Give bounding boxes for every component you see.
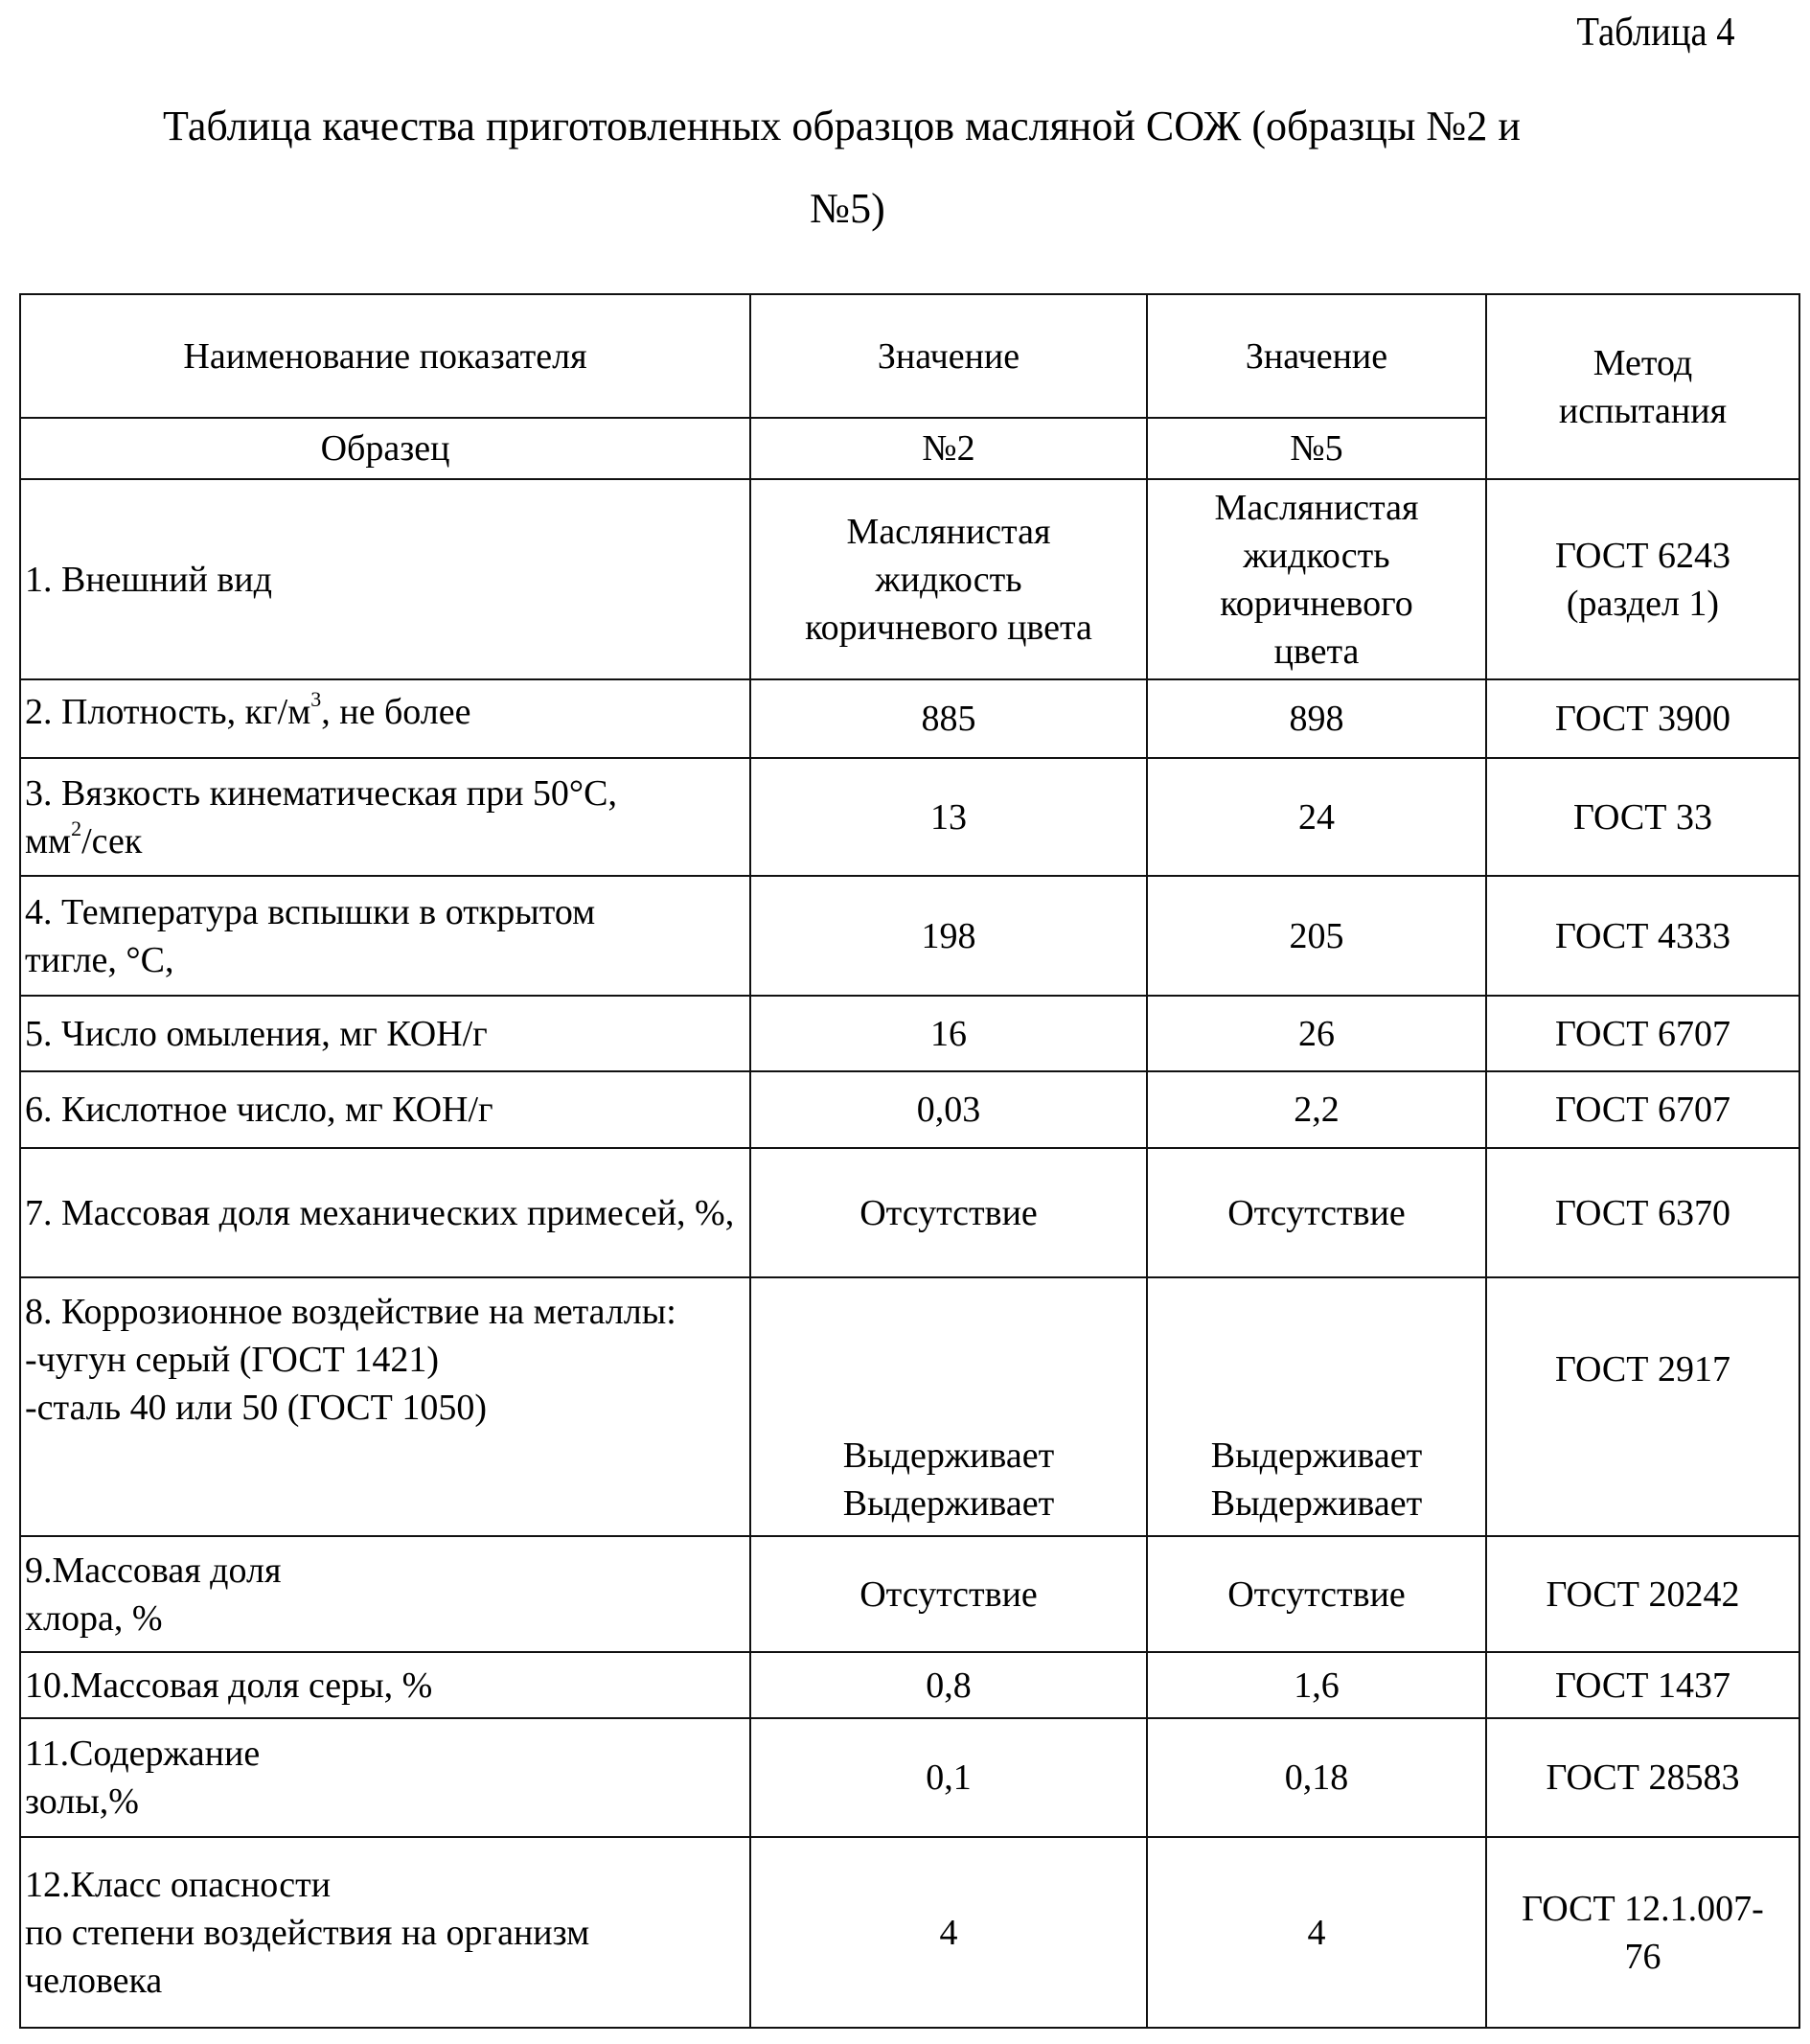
row-method [1486, 479, 1799, 679]
name-text: тигле, °С, [25, 939, 174, 980]
value-line: Маслянистая [846, 511, 1051, 552]
superscript: 2 [71, 815, 82, 840]
row-value-2: 24 [1147, 758, 1486, 876]
row-value-1 [750, 1277, 1147, 1536]
row-name [20, 1837, 750, 2028]
row-value-1: Отсутствие [750, 1148, 1147, 1277]
row-value-1: 4 [750, 1837, 1147, 2028]
row-method: ГОСТ 28583 [1486, 1718, 1799, 1837]
table-row [20, 1071, 1799, 1148]
value-line: Выдерживает [842, 1483, 1055, 1524]
row-value-2: 898 [1147, 679, 1486, 758]
row-value-2: 205 [1147, 876, 1486, 996]
row-value-2: Отсутствие [1147, 1148, 1486, 1277]
table-title-line-2: №5) [810, 185, 885, 232]
quality-table [19, 293, 1800, 2029]
row-name: 5. Число омыления, мг КОН/г [20, 996, 750, 1071]
value-line: Выдерживает [842, 1435, 1055, 1476]
name-text: человека [25, 1960, 163, 2001]
row-value-2 [1147, 1277, 1486, 1536]
row-value-2 [1147, 479, 1486, 679]
row-name [20, 876, 750, 996]
row-value-1: 0,8 [750, 1652, 1147, 1718]
row-method: ГОСТ 2917 [1486, 1277, 1799, 1536]
row-name [20, 1536, 750, 1652]
name-text: золы,% [25, 1781, 139, 1822]
table-row [20, 1277, 1799, 1536]
name-text: хлора, % [25, 1597, 163, 1639]
name-text: 12.Класс опасности [25, 1864, 332, 1905]
sample-2: №5 [1147, 418, 1486, 479]
method-line: ГОСТ 12.1.007- [1522, 1888, 1764, 1929]
value-line: жидкость [1243, 535, 1390, 576]
table-row [20, 1148, 1799, 1277]
value-line: Выдерживает [1210, 1483, 1423, 1524]
row-value-1: 198 [750, 876, 1147, 996]
name-text: -чугун серый (ГОСТ 1421) [25, 1340, 440, 1380]
table-row [20, 996, 1799, 1071]
table-row [20, 679, 1799, 758]
table-row [20, 479, 1799, 679]
row-value-1: Отсутствие [750, 1536, 1147, 1652]
table-title-line-1: Таблица качества приготовленных образцов масляной СОЖ (образцы №2 и [163, 103, 1521, 149]
row-value-2: 2,2 [1147, 1071, 1486, 1148]
name-text: мм [25, 820, 72, 861]
name-text: 9.Массовая доля [25, 1550, 282, 1591]
row-value-2: 26 [1147, 996, 1486, 1071]
method-line: 76 [1624, 1936, 1661, 1977]
row-value-1: 885 [750, 679, 1147, 758]
name-text: по степени воздействия на организм [25, 1912, 590, 1953]
row-name: 6. Кислотное число, мг КОН/г [20, 1071, 750, 1148]
name-text: , не более [321, 692, 471, 732]
row-value-2: 0,18 [1147, 1718, 1486, 1837]
name-text: -сталь 40 или 50 (ГОСТ 1050) [25, 1388, 488, 1428]
row-name: 7. Массовая доля механических примесей, %, [20, 1148, 750, 1277]
row-method: ГОСТ 6707 [1486, 1071, 1799, 1148]
row-value-2: Отсутствие [1147, 1536, 1486, 1652]
row-method [1486, 1837, 1799, 2028]
row-method: ГОСТ 3900 [1486, 679, 1799, 758]
row-method: ГОСТ 6707 [1486, 996, 1799, 1071]
row-value-1: 0,03 [750, 1071, 1147, 1148]
sample-label: Образец [20, 418, 750, 479]
table-row [20, 758, 1799, 876]
value-line: коричневого цвета [805, 607, 1092, 648]
table-row [20, 1536, 1799, 1652]
row-value-1 [750, 479, 1147, 679]
name-text: /сек [81, 820, 143, 861]
row-method: ГОСТ 20242 [1486, 1536, 1799, 1652]
value-line: Маслянистая [1214, 487, 1419, 528]
row-name [20, 1277, 750, 1536]
header-row [20, 294, 1799, 418]
row-value-2: 1,6 [1147, 1652, 1486, 1718]
name-text: 3. Вязкость кинематическая при 50°С, [25, 772, 617, 814]
row-name: 1. Внешний вид [20, 479, 750, 679]
header-indicator: Наименование показателя [20, 294, 750, 418]
header-value-1: Значение [750, 294, 1147, 418]
table-row [20, 1718, 1799, 1837]
header-value-2: Значение [1147, 294, 1486, 418]
method-line: (раздел 1) [1566, 583, 1720, 624]
row-value-1: 16 [750, 996, 1147, 1071]
value-line: жидкость [875, 559, 1022, 600]
row-method: ГОСТ 4333 [1486, 876, 1799, 996]
row-value-2: 4 [1147, 1837, 1486, 2028]
header-method: Метод испытания [1486, 294, 1799, 479]
value-line: коричневого [1220, 583, 1413, 624]
value-line: Выдерживает [1210, 1435, 1423, 1476]
table-number-label: Таблица 4 [1576, 11, 1735, 55]
method-line: ГОСТ 6243 [1555, 535, 1730, 576]
value-line: цвета [1273, 631, 1360, 672]
table-row [20, 1837, 1799, 2028]
row-method: ГОСТ 33 [1486, 758, 1799, 876]
row-method: ГОСТ 1437 [1486, 1652, 1799, 1718]
name-text: 2. Плотность, кг/м [25, 692, 311, 732]
row-name [20, 679, 750, 758]
sample-1: №2 [750, 418, 1147, 479]
row-name [20, 758, 750, 876]
name-line-2 [25, 817, 745, 865]
row-name: 10.Массовая доля серы, % [20, 1652, 750, 1718]
name-text: 4. Температура вспышки в открытом [25, 891, 596, 932]
superscript: 3 [310, 687, 322, 712]
row-name [20, 1718, 750, 1837]
table-row [20, 1652, 1799, 1718]
row-value-1: 0,1 [750, 1718, 1147, 1837]
name-text: 8. Коррозионное воздействие на металлы: [25, 1292, 676, 1332]
row-method: ГОСТ 6370 [1486, 1148, 1799, 1277]
table-row [20, 876, 1799, 996]
row-value-1: 13 [750, 758, 1147, 876]
name-text: 11.Содержание [25, 1734, 261, 1774]
